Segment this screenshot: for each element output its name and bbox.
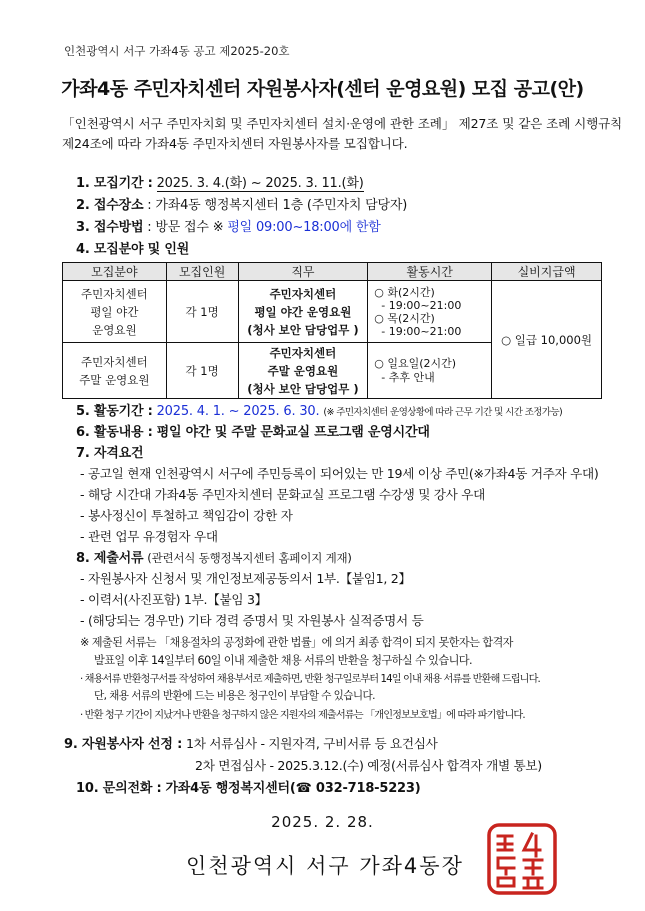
section-activity-period-label: 5. 활동기간 : (76, 404, 153, 419)
section-activity-content-value: 평일 야간 및 주말 문화교실 프로그램 운영시간대 (156, 425, 430, 440)
notice-note: · 반환 청구 기간이 지났거나 반환을 청구하지 않은 지원자의 제출서류는 「개인정보보호법」에 따라 파기합니다. (80, 710, 525, 721)
section-method-label: 3. 접수방법 (76, 220, 144, 235)
section-contact-label: 10. 문의전화 : (76, 781, 162, 796)
section-period-label: 1. 모집기간 : (76, 176, 153, 191)
row2-duty (238, 343, 368, 399)
row1-time (368, 281, 492, 343)
table-header: 활동시간 (368, 263, 492, 281)
section-fields-label: 4. 모집분야 및 인원 (76, 242, 190, 257)
pay-cell: ○ 일급 10,000원 (492, 281, 602, 399)
issue-date: 2025. 2. 28. (271, 813, 374, 831)
page-title: 가좌4동 주민자치센터 자원봉사자(센터 운영요원) 모집 공고(안) (61, 78, 584, 100)
table-header-row (63, 263, 602, 281)
row1-duty-line: 주민자치센터 (269, 286, 337, 301)
notice-note: 발표일 이후 14일부터 60일 이내 제출한 채용 서류의 반환을 청구하실 수 있습니다. (94, 654, 472, 667)
section-place-value: : 가좌4동 행정복지센터 1층 (주민자치 담당자) (147, 198, 408, 213)
row1-time-line: ○ 목(2시간) (374, 311, 435, 325)
section-qualification-label: 7. 자격요건 (76, 446, 144, 461)
row1-time-line: ○ 화(2시간) (374, 285, 435, 299)
row1-duty-line: 평일 야간 운영요원 (254, 304, 352, 319)
row2-time-line: ○ 일요일(2시간) (374, 356, 457, 370)
section-period (76, 172, 364, 191)
table-header: 직무 (238, 263, 368, 281)
row1-time-line: - 19:00~21:00 (374, 324, 462, 338)
section-activity-content (76, 421, 430, 440)
seal-glyphs (498, 834, 542, 888)
section-place (76, 194, 407, 213)
row1-duty (238, 281, 368, 343)
section-documents-sub: (관련서식 동행정복지센터 홈페이지 게재) (147, 551, 352, 565)
row1-field-line: 주민자치센터 (81, 286, 148, 301)
row2-time-line: - 추후 안내 (374, 370, 435, 384)
row1-field (63, 281, 167, 343)
notice-note: 단, 채용 서류의 반환에 드는 비용은 청구인이 부담할 수 있습니다. (94, 690, 375, 702)
row2-field (63, 343, 167, 399)
list-item: - 봉사정신이 투철하고 책임감이 강한 자 (80, 508, 293, 523)
section-method-value: : 방문 접수 ※ (147, 220, 224, 235)
table-header: 모집분야 (63, 263, 167, 281)
section-method (76, 216, 381, 235)
row2-field-line: 주말 운영요원 (79, 372, 150, 387)
section-activity-period-value: 2025. 4. 1. ~ 2025. 6. 30. (156, 404, 320, 419)
section-qualification (76, 442, 143, 461)
section-selection-line1: 1차 서류심사 - 지원자격, 구비서류 등 요건심사 (186, 736, 438, 751)
section-period-value: 2025. 3. 4.(화) ~ 2025. 3. 11.(화) (156, 176, 364, 191)
section-selection-label: 9. 자원봉사자 선정 : (64, 737, 183, 752)
section-contact (76, 777, 421, 796)
section-selection (64, 733, 437, 752)
row1-time-line: - 19:00~21:00 (374, 298, 462, 312)
notice-note: ※ 제출된 서류는 「채용절차의 공정화에 관한 법률」에 의거 최종 합격이 되지 못한자는 합격자 (80, 636, 513, 649)
intro-paragraph: 「인천광역시 서구 주민자치회 및 주민자치센터 설치·운영에 관한 조례」 제27조 및 같은 조례 시행규칙 제24조에 따라 가좌4동 주민자치센터 자원봉사자를 모집합니다. (62, 116, 622, 151)
notice-note: · 채용서류 반환청구서를 작성하여 채용부서로 제출하면, 반환 청구일로부터 14일 이내 채용 서류를 반환해 드립니다. (80, 674, 540, 685)
row2-duty-line: 주말 운영요원 (267, 363, 339, 378)
section-fields (76, 238, 189, 257)
signer-name: 인천광역시 서구 가좌4동장 (186, 854, 464, 878)
row1-duty-line: (청사 보안 담당업무 ) (247, 322, 359, 337)
section-documents (76, 547, 352, 566)
section-place-label: 2. 접수장소 (76, 198, 144, 213)
section-documents-label: 8. 제출서류 (76, 551, 144, 566)
row2-count: 각 1명 (166, 343, 238, 399)
row2-field-line: 주민자치센터 (81, 354, 148, 369)
section-contact-value: 가좌4동 행정복지센터(☎ 032-718-5223) (165, 781, 421, 796)
row2-duty-line: 주민자치센터 (269, 345, 337, 360)
row1-field-line: 평일 야간 (90, 304, 139, 319)
section-method-highlight: 평일 09:00~18:00에 한함 (227, 220, 381, 235)
row1-field-line: 운영요원 (92, 322, 137, 337)
list-item: - 자원봉사자 신청서 및 개인정보제공동의서 1부.【붙임1, 2】 (80, 571, 411, 586)
recruit-table (62, 262, 602, 399)
official-seal (486, 822, 558, 896)
doc-number: 인천광역시 서구 가좌4동 공고 제2025-20호 (64, 44, 290, 58)
list-item: - (해당되는 경우만) 기타 경력 증명서 및 자원봉사 실적증명서 등 (80, 613, 424, 628)
section-selection-line2: 2차 면접심사 - 2025.3.12.(수) 예정(서류심사 합격자 개별 통보) (195, 758, 542, 773)
table-header: 실비지급액 (492, 263, 602, 281)
list-item: - 관련 업무 유경험자 우대 (80, 529, 218, 544)
section-activity-period-note: (※ 주민자치센터 운영상황에 따라 근무 기간 및 시간 조정가능) (323, 407, 563, 418)
list-item: - 공고일 현재 인천광역시 서구에 주민등록이 되어있는 만 19세 이상 주민(※가좌4동 거주자 우대) (80, 466, 599, 481)
row1-count: 각 1명 (166, 281, 238, 343)
section-activity-content-label: 6. 활동내용 : (76, 425, 153, 440)
row2-time (368, 343, 492, 399)
section-activity-period (76, 400, 562, 419)
table-header: 모집인원 (166, 263, 238, 281)
row2-duty-line: (청사 보안 담당업무 ) (247, 381, 359, 396)
list-item: - 해당 시간대 가좌4동 주민자치센터 문화교실 프로그램 수강생 및 강사 우대 (80, 487, 485, 502)
table-row (63, 281, 602, 343)
list-item: - 이력서(사진포함) 1부.【붙임 3】 (80, 592, 267, 607)
